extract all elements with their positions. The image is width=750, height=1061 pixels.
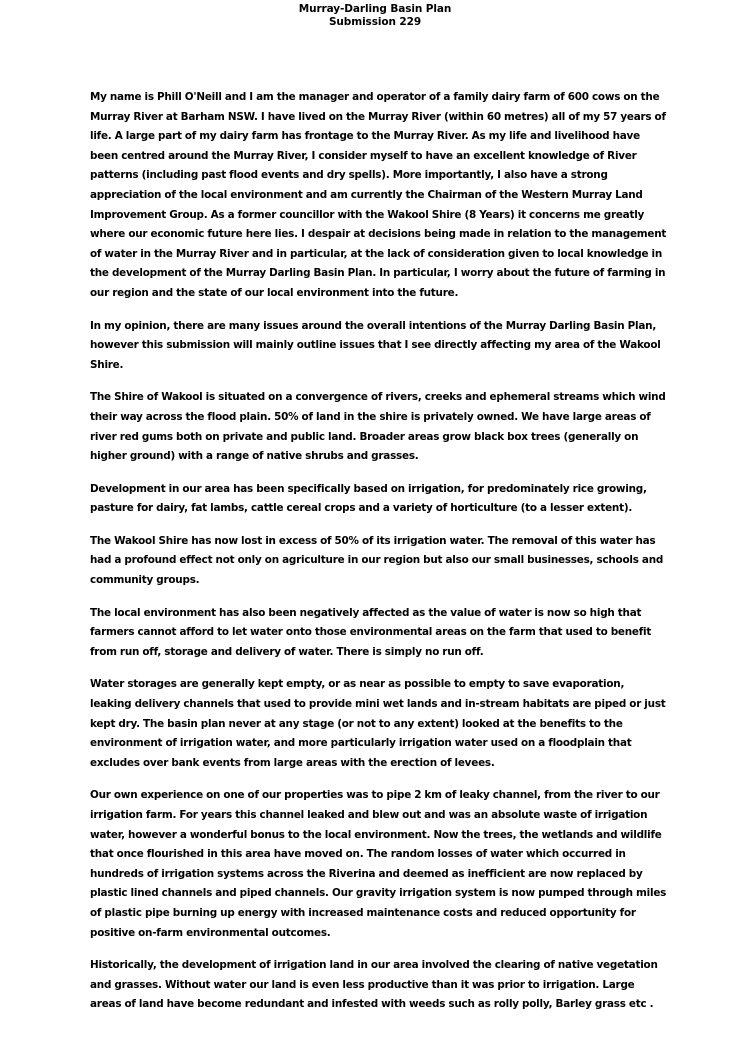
submission-number: Submission 229 (328, 15, 422, 28)
document-title: Murray-Darling Basin Plan (298, 3, 452, 15)
paragraph-5: The Wakool Shire has now lost in excess of 50% of its irrigation water. The removal of this water has had a profound effect not only on agriculture in our region but also our small businesses, schools and community groups. (90, 534, 664, 587)
paragraph-2: In my opinion, there are many issues around the overall intentions of the Murray Darling Basin Plan, however this submission will mainly outline issues that I see directly affecting my area of the Wakool Shire. (90, 319, 661, 371)
document-body (90, 88, 668, 1015)
paragraph-4: Development in our area has been specifically based on irrigation, for predominately rice growing, pasture for dairy, fat lambs, cattle cereal crops and a variety of horticulture (to a lesser extent). (90, 482, 647, 515)
paragraph-1: My name is Phill O'Neill and I am the manager and operator of a family dairy farm of 600 cows on the Murray River at Barham NSW. I have lived on the Murray River (within 60 metres) all of my 57 years of life. A large part of my dairy farm has frontage to the Murray River. As my life and livelihood have been centred around the Murray River, I consider myself to have an excellent knowledge of River patterns (including past flood events and dry spells). More importantly, I also have a strong appreciation of the local environment and am currently the Chairman of the Western Murray Land Improvement Group. As a former councillor with the Wakool Shire (8 Years) it concerns me greatly where our economic future here lies. I despair at decisions being made in relation to the management of water in the Murray River and in particular, at the lack of consideration given to local knowledge in the development of the Murray Darling Basin Plan. In particular, I worry about the future of farming in our region and the state of our local environment into the future. (90, 91, 667, 299)
paragraph-9: Historically, the development of irrigation land in our area involved the clearing of native vegetation and grasses. Without water our land is even less productive than it was prior to irrigation. Large areas of land have become redundant and infested with weeds such as rolly polly, Barley grass etc . (90, 959, 658, 1011)
paragraph-8: Our own experience on one of our properties was to pipe 2 km of leaky channel, from the river to our irrigation farm. For years this channel leaked and blew out and was an absolute waste of irrigation water, however a wonderful bonus to the local environment. Now the trees, the wetlands and wildlife that once flourished in this area have moved on. The random losses of water which occurred in hundreds of irrigation systems across the Riverina and deemed as inefficient are now replaced by plastic lined channels and piped channels. Our gravity irrigation system is now pumped through miles of plastic pipe burning up energy with increased maintenance costs and reduced opportunity for positive on-farm environmental outcomes. (90, 789, 667, 939)
paragraph-7: Water storages are generally kept empty, or as near as possible to empty to save evaporation, leaking delivery channels that used to provide mini wet lands and in-stream habitats are piped or just kept dry. The basin plan never at any stage (or not to any extent) looked at the benefits to the environment of irrigation water, and more particularly irrigation water used on a floodplain that excludes over bank events from large areas with the erection of levees. (90, 678, 666, 769)
paragraph-3: The Shire of Wakool is situated on a convergence of rivers, creeks and ephemeral streams which wind their way across the flood plain. 50% of land in the shire is privately owned. We have large areas of river red gums both on private and public land. Broader areas grow black box trees (generally on higher ground) with a range of native shrubs and grasses. (90, 391, 666, 463)
paragraph-6: The local environment has also been negatively affected as the value of water is now so high that farmers cannot afford to let water onto those environmental areas on the farm that used to benefit from run off, storage and delivery of water. There is simply no run off. (90, 606, 652, 658)
document-header (0, 3, 750, 28)
